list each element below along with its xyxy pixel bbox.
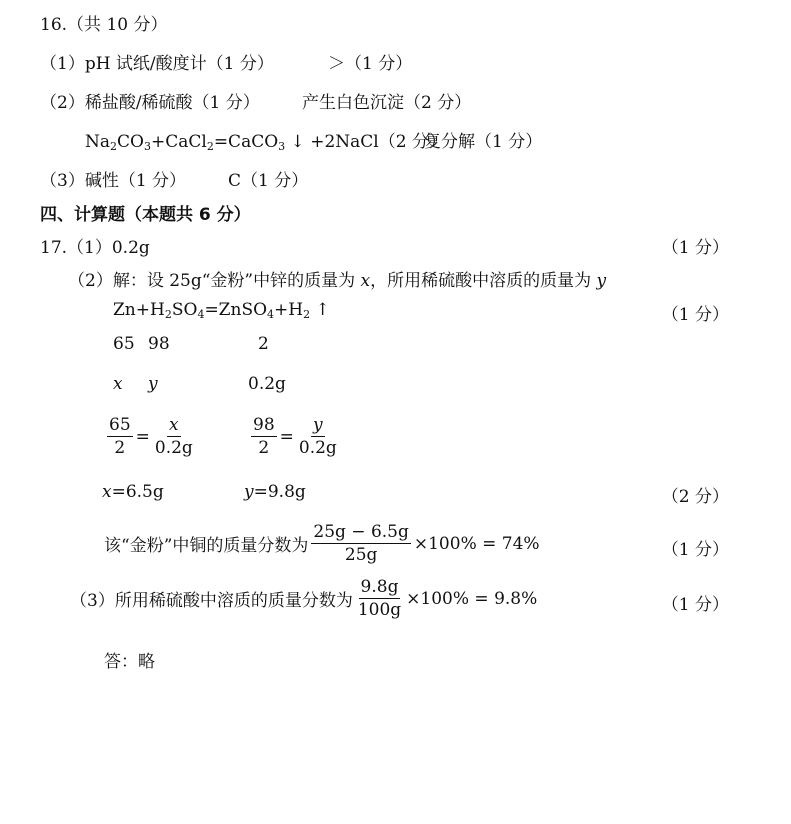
copper-result: ×100% = 74%: [413, 533, 540, 554]
q17-part1: 17.（1）0.2g: [40, 238, 150, 258]
eq17-h2: +H: [274, 300, 304, 320]
fraction: [297, 415, 339, 458]
q16-part3-a: （3）碱性（1 分）: [40, 171, 187, 191]
eq-na: Na: [85, 132, 111, 152]
intro-y: y: [596, 271, 607, 291]
fraction: [251, 415, 277, 458]
acid-result: ×100% = 9.8%: [406, 588, 538, 609]
answer-text: 答：略: [104, 652, 155, 672]
q17-equation: [113, 300, 330, 321]
proportion-y: [248, 415, 342, 458]
q16-title: 16.（共 10 分）: [40, 15, 168, 35]
mass-2: 2: [258, 334, 269, 354]
numerator: 25g − 6.5g: [313, 522, 409, 542]
var-y: y: [148, 374, 158, 394]
var-02g: 0.2g: [248, 374, 286, 394]
equals-sign: =: [279, 426, 294, 447]
q16-reaction-type: 复分解（1 分）: [424, 132, 543, 152]
denominator: 0.2g: [154, 438, 193, 458]
numerator: 9.8g: [360, 577, 399, 597]
result-score: （2 分）: [661, 487, 729, 507]
denominator: 0.2g: [298, 438, 337, 458]
q16-part3-b: C（1 分）: [228, 171, 309, 191]
numerator: 65: [109, 415, 131, 435]
result-x-val: =6.5g: [111, 482, 164, 502]
fraction: [311, 522, 410, 565]
result-y-val: =9.8g: [253, 482, 306, 502]
copper-text: 该“金粉”中铜的质量分数为: [104, 536, 309, 556]
q16-part1-b: ＞（1 分）: [328, 54, 413, 74]
eq-cacl-sub: 2: [206, 140, 214, 153]
mass-98: 98: [148, 334, 170, 354]
eq-co-sub: 3: [143, 140, 151, 153]
result-x-var: x: [102, 482, 112, 502]
eq17-mid: =ZnSO: [204, 300, 268, 320]
var-x: x: [113, 374, 123, 394]
eq17-so: SO: [171, 300, 198, 320]
numerator: 98: [253, 415, 275, 435]
copper-fraction-line: [104, 522, 540, 565]
denominator: 2: [258, 438, 270, 458]
proportion-x: [104, 415, 198, 458]
result-y: [244, 482, 306, 502]
intro-pre: （2）解：设 25g“金粉”中锌的质量为: [68, 271, 361, 291]
numerator: x: [169, 415, 179, 435]
mass-65: 65: [113, 334, 135, 354]
eq17-mid-sub: 4: [267, 308, 275, 321]
eq-cacl: +CaCl: [150, 132, 207, 152]
q16-part2-b: 产生白色沉淀（2 分）: [302, 93, 472, 113]
eq-caco: =CaCO: [213, 132, 279, 152]
fraction: [153, 415, 195, 458]
intro-x: x: [360, 271, 371, 291]
numerator: y: [313, 415, 323, 435]
acid-text: （3）所用稀硫酸中溶质的质量分数为: [70, 591, 353, 611]
denominator: 25g: [344, 545, 378, 565]
q17-equation-score: （1 分）: [661, 305, 729, 325]
result-y-var: y: [244, 482, 254, 502]
eq-co: CO: [117, 132, 144, 152]
acid-fraction-line: [70, 577, 537, 620]
eq-tail: ↓ +2NaCl（2 分）: [285, 132, 446, 152]
eq-caco-sub: 3: [278, 140, 286, 153]
q16-part2-a: （2）稀盐酸/稀硫酸（1 分）: [40, 93, 260, 113]
eq17-h-sub: 2: [164, 308, 172, 321]
intro-mid: ，所用稀硫酸中溶质的质量为: [370, 271, 597, 291]
section-title: 四、计算题（本题共 6 分）: [40, 205, 251, 225]
equals-sign: =: [135, 426, 150, 447]
q16-part1-a: （1）pH 试纸/酸度计（1 分）: [40, 54, 274, 74]
q17-part2-intro: [68, 266, 606, 291]
eq17-arrow: ↑: [310, 300, 330, 320]
acid-score: （1 分）: [661, 595, 729, 615]
eq17-so-sub: 4: [197, 308, 205, 321]
eq-na-sub: 2: [110, 140, 118, 153]
copper-score: （1 分）: [661, 540, 729, 560]
denominator: 100g: [357, 600, 402, 620]
denominator: 2: [114, 438, 126, 458]
fraction: [107, 415, 133, 458]
q16-equation: [85, 127, 446, 153]
eq17-zn: Zn+H: [113, 300, 165, 320]
result-x: [102, 482, 164, 502]
eq17-h2-sub: 2: [303, 308, 311, 321]
fraction: [356, 577, 403, 620]
q17-part1-score: （1 分）: [661, 238, 729, 258]
